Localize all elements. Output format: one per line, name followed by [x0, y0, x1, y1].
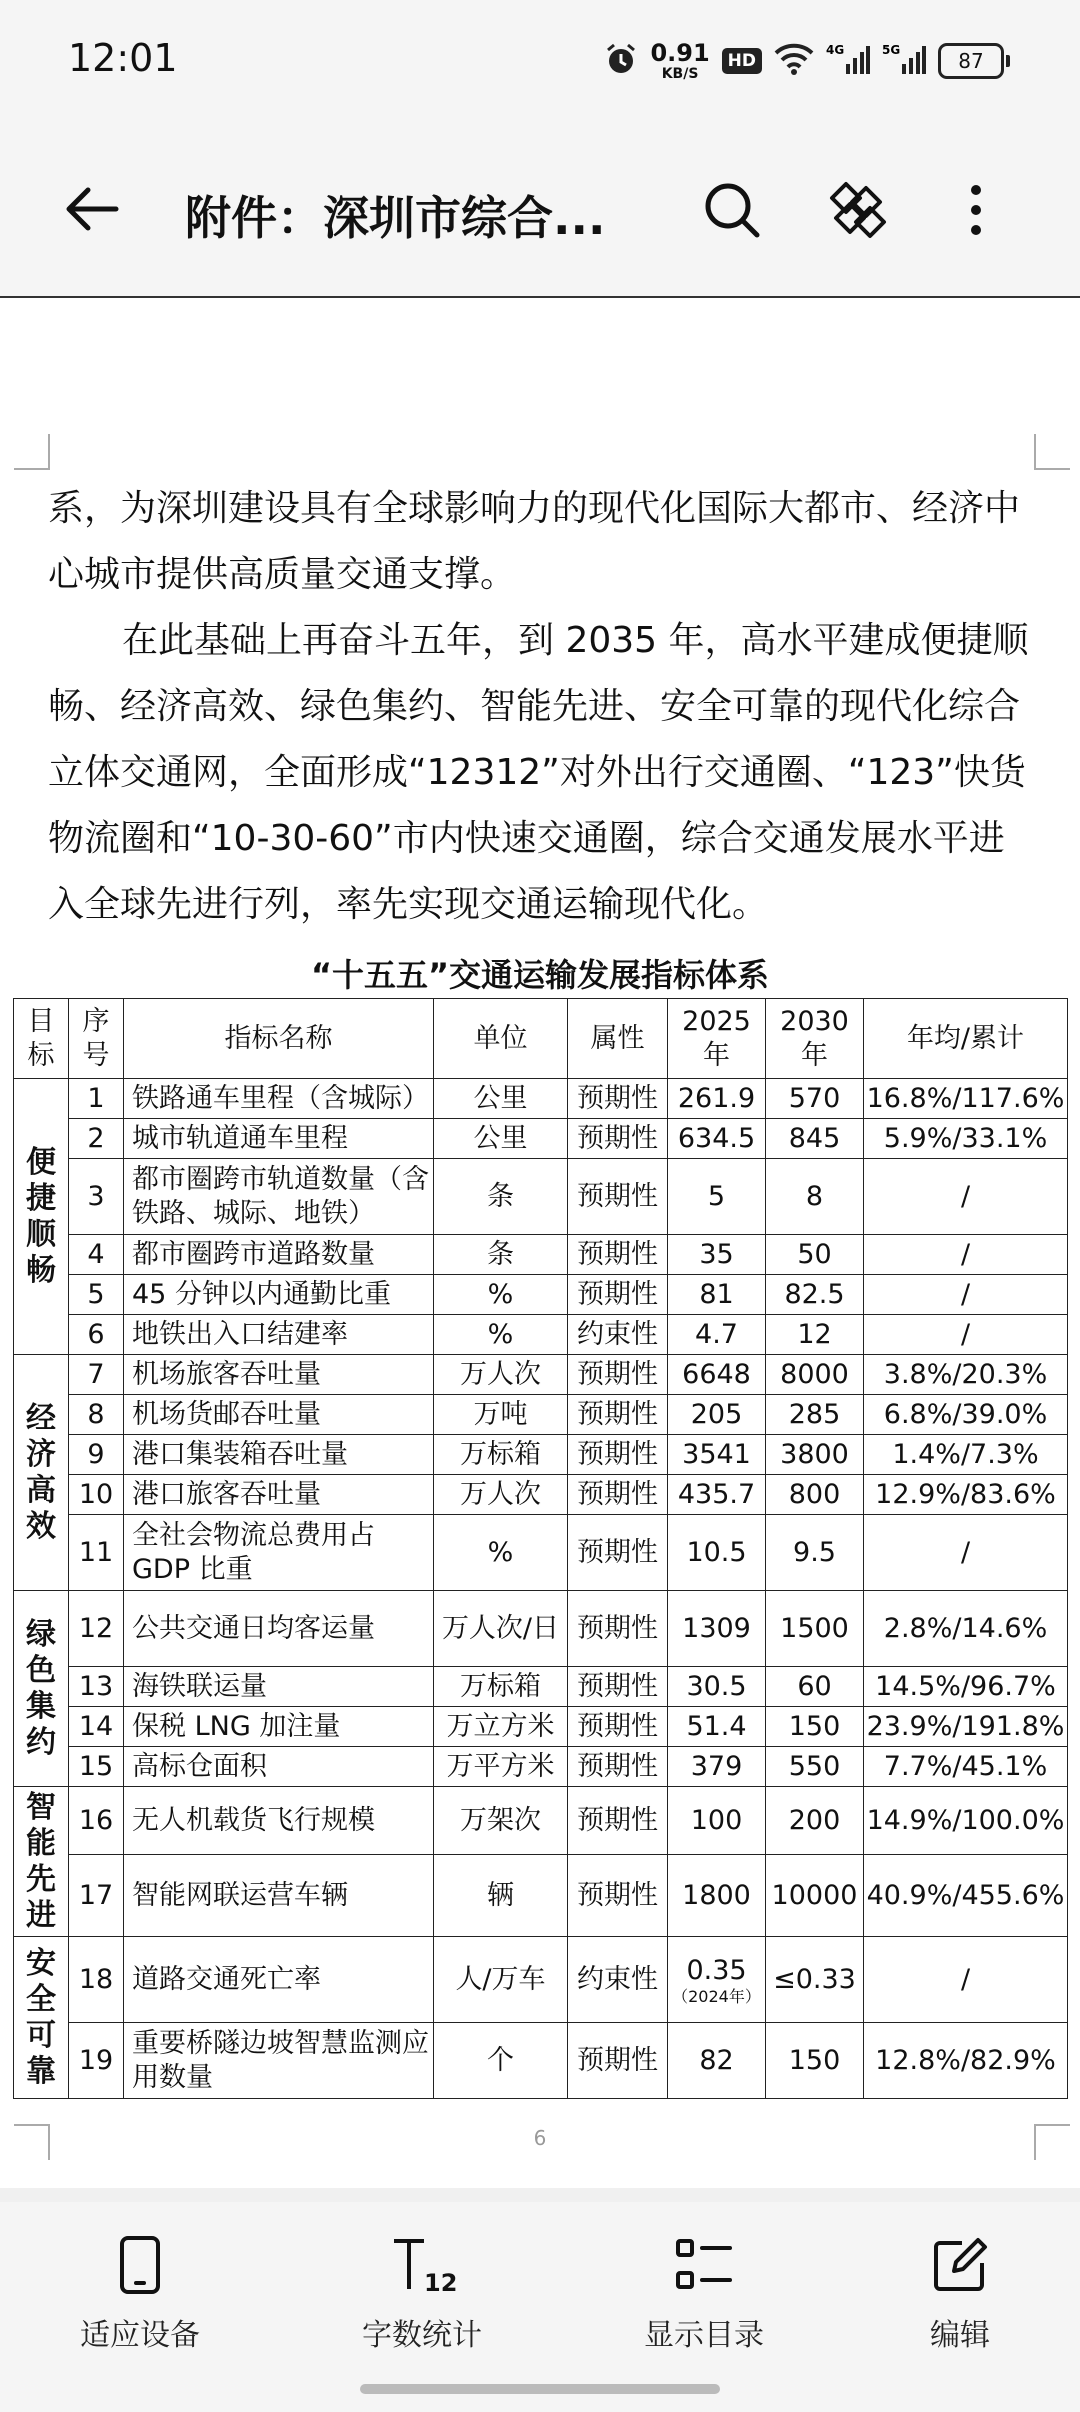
ai-assistant-icon[interactable] [826, 180, 890, 244]
row-index: 4 [69, 1235, 124, 1275]
row-2030: 150 [766, 2023, 864, 2099]
row-index: 16 [69, 1787, 124, 1855]
row-attr: 预期性 [568, 1355, 668, 1395]
status-time: 12:01 [68, 36, 178, 80]
table-row [14, 1855, 1068, 1937]
header-goal: 目标 [14, 999, 69, 1079]
row-name: 铁路通车里程（含城际） [124, 1079, 434, 1119]
row-2030: 8 [766, 1159, 864, 1235]
row-index: 6 [69, 1315, 124, 1355]
row-name: 道路交通死亡率 [124, 1937, 434, 2023]
table-row [14, 1707, 1068, 1747]
app-bar [0, 120, 1080, 298]
table-row [14, 1275, 1068, 1315]
row-2025 [668, 1937, 766, 2023]
table-row [14, 1515, 1068, 1591]
row-index: 15 [69, 1747, 124, 1787]
row-unit: 条 [434, 1235, 568, 1275]
document-paragraph: 系，为深圳建设具有全球影响力的现代化国际大都市、经济中心城市提供高质量交通支撑。 [48, 488, 1021, 595]
table-row [14, 1159, 1068, 1235]
row-index: 2 [69, 1119, 124, 1159]
row-name: 无人机载货飞行规模 [124, 1787, 434, 1855]
row-2025: 261.9 [668, 1079, 766, 1119]
header-avg: 年均/累计 [864, 999, 1068, 1079]
row-2030: 3800 [766, 1435, 864, 1475]
row-avg: 14.9%/100.0% [864, 1787, 1068, 1855]
row-avg: 7.7%/45.1% [864, 1747, 1068, 1787]
table-row [14, 1355, 1068, 1395]
row-attr: 预期性 [568, 1855, 668, 1937]
row-name: 保税 LNG 加注量 [124, 1707, 434, 1747]
row-index: 10 [69, 1475, 124, 1515]
row-index: 1 [69, 1079, 124, 1119]
status-icons [604, 36, 1010, 86]
goal-cell: 经济高效 [14, 1355, 69, 1591]
row-unit: 公里 [434, 1079, 568, 1119]
row-attr: 预期性 [568, 1119, 668, 1159]
header-attr: 属性 [568, 999, 668, 1079]
row-attr: 约束性 [568, 1315, 668, 1355]
row-avg: 40.9%/455.6% [864, 1855, 1068, 1937]
row-avg: 14.5%/96.7% [864, 1667, 1068, 1707]
row-2025-value: 0.35 [686, 1954, 747, 1986]
row-index: 17 [69, 1855, 124, 1937]
back-arrow-icon[interactable] [62, 184, 122, 238]
edit-label: 编辑 [930, 2318, 990, 2353]
row-2025: 100 [668, 1787, 766, 1855]
row-2025: 10.5 [668, 1515, 766, 1591]
row-index: 14 [69, 1707, 124, 1747]
row-unit: 万标箱 [434, 1435, 568, 1475]
row-attr: 预期性 [568, 1591, 668, 1667]
toc-label: 显示目录 [644, 2318, 764, 2353]
row-unit: % [434, 1315, 568, 1355]
row-index: 13 [69, 1667, 124, 1707]
row-attr: 约束性 [568, 1937, 668, 2023]
row-2025: 435.7 [668, 1475, 766, 1515]
table-row [14, 1315, 1068, 1355]
row-name: 高标仓面积 [124, 1747, 434, 1787]
row-attr: 预期性 [568, 1747, 668, 1787]
phone-icon [40, 2232, 240, 2298]
row-index: 3 [69, 1159, 124, 1235]
row-2025: 3541 [668, 1435, 766, 1475]
svg-text:4G: 4G [826, 43, 845, 57]
header-index: 序号 [69, 999, 124, 1079]
row-index: 8 [69, 1395, 124, 1435]
goal-cell: 绿色集约 [14, 1591, 69, 1787]
row-2030: 1500 [766, 1591, 864, 1667]
row-avg: 2.8%/14.6% [864, 1591, 1068, 1667]
row-unit: 万人次/日 [434, 1591, 568, 1667]
row-unit: 条 [434, 1159, 568, 1235]
list-icon [604, 2232, 804, 2298]
indicator-table [13, 998, 1068, 2099]
row-attr: 预期性 [568, 1515, 668, 1591]
toc-button[interactable] [604, 2232, 804, 2354]
row-2030: 550 [766, 1747, 864, 1787]
edit-icon [860, 2232, 1060, 2298]
battery-icon [938, 43, 1010, 79]
header-name: 指标名称 [124, 999, 434, 1079]
signal-4g-icon [826, 42, 870, 80]
row-attr: 预期性 [568, 1079, 668, 1119]
row-index: 12 [69, 1591, 124, 1667]
row-unit: 万平方米 [434, 1747, 568, 1787]
page-separator [0, 2188, 1080, 2202]
table-row [14, 1435, 1068, 1475]
row-avg: 3.8%/20.3% [864, 1355, 1068, 1395]
row-2030: 800 [766, 1475, 864, 1515]
hd-icon: HD [722, 48, 762, 74]
document-paragraph: 在此基础上再奋斗五年，到 2035 年，高水平建成便捷顺畅、经济高效、绿色集约、智能先进、安全可靠的现代化综合立体交通网，全面形成“12312”对外出行交通圈、“123”快货物流圈和“10-30-60”市内快速交通圈，综合交通发展水平进入全球先进行列，率先实现交通运输现代化。 [48, 620, 1029, 925]
row-2025: 205 [668, 1395, 766, 1435]
alarm-icon [604, 42, 638, 80]
table-row [14, 1235, 1068, 1275]
row-2025: 35 [668, 1235, 766, 1275]
row-2030: 150 [766, 1707, 864, 1747]
row-avg: 1.4%/7.3% [864, 1435, 1068, 1475]
row-2025: 82 [668, 2023, 766, 2099]
edit-button[interactable] [860, 2232, 1060, 2354]
row-unit: 万人次 [434, 1355, 568, 1395]
row-unit: % [434, 1275, 568, 1315]
goal-cell: 智能先进 [14, 1787, 69, 1937]
row-avg: / [864, 1315, 1068, 1355]
table-row [14, 1667, 1068, 1707]
row-attr: 预期性 [568, 1395, 668, 1435]
row-avg: 6.8%/39.0% [864, 1395, 1068, 1435]
row-index: 19 [69, 2023, 124, 2099]
table-header-row [14, 999, 1068, 1079]
row-2030: 9.5 [766, 1515, 864, 1591]
row-unit: 公里 [434, 1119, 568, 1159]
row-attr: 预期性 [568, 1435, 668, 1475]
battery-level: 87 [938, 43, 1004, 79]
svg-text:5G: 5G [882, 43, 901, 57]
network-speed: 0.91 KB/S [650, 39, 710, 82]
search-icon[interactable] [700, 178, 764, 246]
row-unit: 个 [434, 2023, 568, 2099]
row-2025-note: （2024年） [672, 1986, 761, 2006]
wifi-icon [774, 43, 814, 79]
row-2025: 4.7 [668, 1315, 766, 1355]
row-2025: 1309 [668, 1591, 766, 1667]
row-index: 9 [69, 1435, 124, 1475]
page-number: 6 [533, 2126, 547, 2150]
row-attr: 预期性 [568, 1159, 668, 1235]
row-attr: 预期性 [568, 1235, 668, 1275]
row-2025: 30.5 [668, 1667, 766, 1707]
row-avg: / [864, 1515, 1068, 1591]
row-index: 11 [69, 1515, 124, 1591]
goal-cell: 安全可靠 [14, 1937, 69, 2099]
row-name: 机场旅客吞吐量 [124, 1355, 434, 1395]
row-2030: 570 [766, 1079, 864, 1119]
header-unit: 单位 [434, 999, 568, 1079]
row-name: 都市圈跨市轨道数量（含铁路、城际、地铁） [124, 1159, 434, 1235]
row-2025: 5 [668, 1159, 766, 1235]
table-title: “十五五”交通运输发展指标体系 [310, 956, 770, 994]
row-attr: 预期性 [568, 1475, 668, 1515]
svg-text:12: 12 [424, 2269, 458, 2297]
table-row [14, 1747, 1068, 1787]
row-index: 7 [69, 1355, 124, 1395]
table-row [14, 2023, 1068, 2099]
row-name: 智能网联运营车辆 [124, 1855, 434, 1937]
table-row [14, 1119, 1068, 1159]
home-indicator[interactable] [360, 2384, 720, 2394]
row-2025: 1800 [668, 1855, 766, 1937]
status-bar [0, 0, 1080, 120]
word-count-button[interactable] [322, 2232, 522, 2354]
row-unit: 万人次 [434, 1475, 568, 1515]
table-row [14, 1079, 1068, 1119]
row-name: 45 分钟以内通勤比重 [124, 1275, 434, 1315]
row-attr: 预期性 [568, 1787, 668, 1855]
row-unit: 万立方米 [434, 1707, 568, 1747]
row-unit: 人/万车 [434, 1937, 568, 2023]
row-2030: 200 [766, 1787, 864, 1855]
row-2030: 82.5 [766, 1275, 864, 1315]
row-unit: 辆 [434, 1855, 568, 1937]
goal-cell: 便捷顺畅 [14, 1079, 69, 1355]
header-2030: 2030年 [766, 999, 864, 1079]
row-2025: 379 [668, 1747, 766, 1787]
document-title: 附件：深圳市综合... [185, 191, 606, 245]
row-unit: 万标箱 [434, 1667, 568, 1707]
row-avg: / [864, 1275, 1068, 1315]
row-2030: 10000 [766, 1855, 864, 1937]
row-unit: 万吨 [434, 1395, 568, 1435]
table-row [14, 1475, 1068, 1515]
row-name: 地铁出入口结建率 [124, 1315, 434, 1355]
row-name: 公共交通日均客运量 [124, 1591, 434, 1667]
row-index: 5 [69, 1275, 124, 1315]
table-row [14, 1591, 1068, 1667]
row-index: 18 [69, 1937, 124, 2023]
table-row [14, 1787, 1068, 1855]
fit-device-label: 适应设备 [80, 2318, 200, 2353]
row-2030: ≤0.33 [766, 1937, 864, 2023]
row-2025: 51.4 [668, 1707, 766, 1747]
row-name: 港口旅客吞吐量 [124, 1475, 434, 1515]
row-avg: 12.9%/83.6% [864, 1475, 1068, 1515]
row-attr: 预期性 [568, 2023, 668, 2099]
row-name: 都市圈跨市道路数量 [124, 1235, 434, 1275]
row-attr: 预期性 [568, 1275, 668, 1315]
row-avg: / [864, 1937, 1068, 2023]
row-name: 海铁联运量 [124, 1667, 434, 1707]
row-2025: 81 [668, 1275, 766, 1315]
row-2030: 12 [766, 1315, 864, 1355]
row-2030: 8000 [766, 1355, 864, 1395]
row-avg: / [864, 1159, 1068, 1235]
table-row [14, 1937, 1068, 2023]
row-2030: 845 [766, 1119, 864, 1159]
row-avg: 23.9%/191.8% [864, 1707, 1068, 1747]
row-attr: 预期性 [568, 1707, 668, 1747]
row-2030: 50 [766, 1235, 864, 1275]
table-row [14, 1395, 1068, 1435]
row-unit: 万架次 [434, 1787, 568, 1855]
fit-device-button[interactable] [40, 2232, 240, 2354]
row-name: 机场货邮吞吐量 [124, 1395, 434, 1435]
row-name: 重要桥隧边坡智慧监测应用数量 [124, 2023, 434, 2099]
signal-5g-icon [882, 42, 926, 80]
row-2025: 6648 [668, 1355, 766, 1395]
row-avg: 5.9%/33.1% [864, 1119, 1068, 1159]
row-avg: 12.8%/82.9% [864, 2023, 1068, 2099]
more-options-icon[interactable] [968, 182, 984, 242]
row-unit: % [434, 1515, 568, 1591]
header-2025: 2025年 [668, 999, 766, 1079]
row-2025: 634.5 [668, 1119, 766, 1159]
page-corner-mark [14, 434, 50, 470]
row-attr: 预期性 [568, 1667, 668, 1707]
row-avg: / [864, 1235, 1068, 1275]
row-2030: 60 [766, 1667, 864, 1707]
page-corner-mark [1034, 434, 1070, 470]
bottom-toolbar [0, 2202, 1080, 2412]
row-name: 城市轨道通车里程 [124, 1119, 434, 1159]
word-count-label: 字数统计 [362, 2318, 482, 2353]
word-count-icon [322, 2232, 522, 2298]
row-avg: 16.8%/117.6% [864, 1079, 1068, 1119]
row-name: 全社会物流总费用占 GDP 比重 [124, 1515, 434, 1591]
row-2030: 285 [766, 1395, 864, 1435]
row-name: 港口集装箱吞吐量 [124, 1435, 434, 1475]
